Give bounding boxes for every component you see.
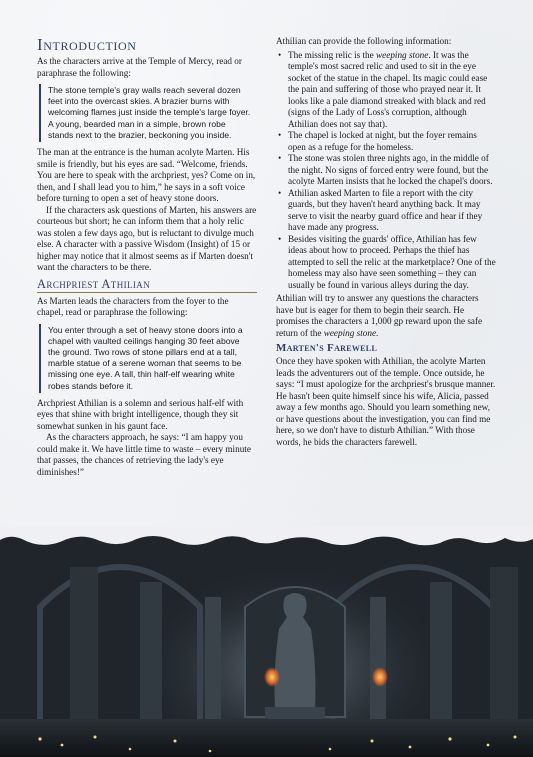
heading-archpriest-athilian: Archpriest Athilian: [37, 277, 257, 293]
intro-lead: As the characters arrive at the Temple of Mercy, read or paraphrase the following:: [37, 56, 242, 78]
bullet-icon: •: [278, 187, 282, 198]
right-column: [276, 36, 496, 448]
info-closing-paragraph: Athilian will try to answer any questions the characters have but is eager for them to begin their search. He promises the characters a 1,000 gp reward upon the safe return of the weeping stone.: [276, 293, 483, 338]
intro-paragraph-marten: The man at the entrance is the human acolyte Marten. His smile is friendly, but his eyes are sad. “Welcome, friends. You are here to speak with the archpriest, yes? Come on in, then, and I shall lead you to him,” he says in a soft voice before turning to open a set of heavy stone doors.: [37, 147, 256, 204]
temple-illustration: [0, 527, 533, 757]
left-column: [37, 35, 257, 478]
list-item: • Athilian asked Marten to file a report with the city guards, but they haven't heard anything back. It may serve to visit the nearby guard office and hear if they have made any progress.: [278, 187, 483, 232]
list-item: • The stone was stolen three nights ago, in the middle of the night. No signs of forced entry were found, but the acolyte Marten insists that he locked the chapel's doors.: [278, 153, 493, 186]
bullet-icon: •: [278, 49, 282, 60]
list-item: • The chapel is locked at night, but the foyer remains open as a refuge for the homeless.: [278, 130, 477, 152]
bullet-icon: •: [278, 130, 282, 140]
bullet-icon: •: [278, 153, 282, 163]
chapel-floor: [0, 719, 533, 757]
brazier-flame-icon: [264, 667, 280, 687]
archpriest-paragraph-description: Archpriest Athilian is a solemn and serious half-elf with eyes that shine with bright intelligence, though they sit somewhat sunken in his gaunt face.: [37, 397, 244, 431]
bullet-icon: •: [278, 233, 282, 244]
archpriest-paragraph-greeting: As the characters approach, he says: “I am happy you could make it. We have little time to waste – every minute that passes, the chances of retrieving the lady's eye diminishes!”: [37, 432, 251, 477]
farewell-paragraph: Once they have spoken with Athilian, the acolyte Marten leads the adventurers out of the temple. Once outside, he says: “I must apologize for the archpriest's brusque manner. He hasn't been quite himself since his wife, Alicia, passed away a few months ago. Should you learn something new, or have questions about the investigation, you can find me here, so we don't have to disturb Athilian.” With those words, he bids the characters farewell.: [276, 356, 496, 447]
list-item: • Besides visiting the guards' office, Athilian has few ideas about how to proceed. Perhaps the thief has attempted to sell the relic at the marketplace? One of the homeless may also have seen something – they can usually be found in various alleys during the day.: [278, 233, 496, 290]
heading-introduction: Introduction: [37, 35, 137, 54]
readaloud-box-chapel: You enter through a set of heavy stone doors into a chapel with vaulted ceilings hanging 30 feet above the ground. Two rows of stone pillars end at a tall, marble statue of a serene woman that seems to be missing one eye. A tall, thin half-elf wearing white robes stands before it.: [39, 324, 257, 393]
info-bullet-list: [276, 50, 496, 292]
relic-name: weeping stone: [376, 49, 429, 60]
readaloud-box-temple: The stone temple's gray walls reach several dozen feet into the overcast skies. A brazier burns with welcoming flames just inside the temple's large foyer. A young, bearded man in a simple, brown robe stands next to the brazier, beckoning you inside.: [39, 84, 257, 142]
chapel-artwork: [0, 527, 533, 757]
statue-pedestal: [265, 707, 325, 721]
intro-paragraph-questions: If the characters ask questions of Marten, his answers are courteous but short; he can inform them that a holy relic was stolen a few days ago, but is reluctant to divulge much else. A character with a passive Wisdom (Insight) of 15 or higher may notice that it almost seems as if Marten doesn't want the characters to be there.: [37, 204, 257, 273]
relic-name: weeping stone: [323, 327, 377, 338]
archpriest-lead: As Marten leads the characters from the foyer to the chapel, read or paraphrase the following:: [37, 295, 229, 318]
info-lead: Athilian can provide the following information:: [276, 36, 452, 46]
list-item: • The missing relic is the weeping stone. It was the temple's most sacred relic and used to sit in the eye socket of the statue in the chapel. Its magic could ease the pain and suffering of those who prayed near it. It looks like a pale diamond streaked with black and red (signs of the Lady of Loss's corruption, although Athilian does not say that).: [278, 49, 488, 129]
heading-martens-farewell: Marten's Farewell: [276, 342, 378, 354]
brazier-flame-icon: [372, 667, 388, 687]
